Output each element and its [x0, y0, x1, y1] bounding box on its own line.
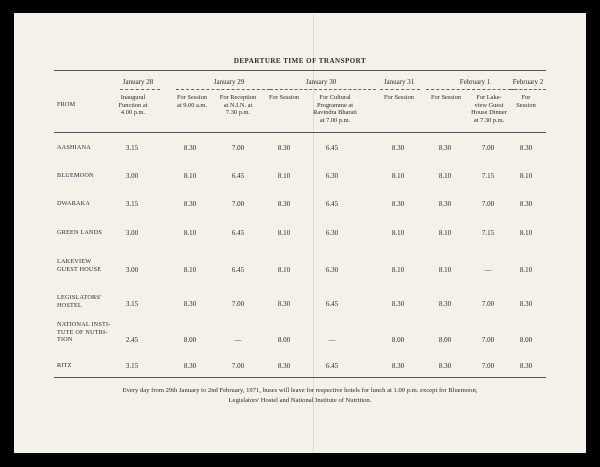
time-cell: 6.45	[231, 172, 245, 180]
time-cell: 7.00	[231, 300, 245, 308]
time-cell: 8.30	[277, 200, 291, 208]
time-cell: 6.45	[325, 144, 339, 152]
time-cell: 8.30	[519, 300, 533, 308]
row-label-legislators-hostel: LEGISLATORS' HOSTEL	[57, 294, 102, 309]
column-header-reception-nin: For Reception at N.I.N. at 7.30 p.m.	[219, 94, 257, 117]
time-cell: 8.10	[183, 172, 197, 180]
time-cell: 8.00	[183, 336, 197, 344]
row-label-dwaraka: DWARAKA	[57, 200, 91, 207]
time-cell: 7.00	[481, 144, 495, 152]
time-cell: —	[484, 266, 492, 274]
time-cell: 7.00	[481, 336, 495, 344]
time-cell: 8.00	[277, 336, 291, 344]
time-cell: 8.10	[438, 266, 452, 274]
time-cell: 8.30	[183, 200, 197, 208]
date-jan-28: January 28	[122, 78, 154, 86]
time-cell: 8.30	[183, 362, 197, 370]
time-cell: 6.30	[325, 172, 339, 180]
date-feb-2: February 2	[512, 78, 544, 86]
time-cell: 8.30	[391, 144, 405, 152]
row-label-lakeview-guest-house: LAKEVIEW GUEST HOUSE	[57, 258, 102, 273]
time-cell: 8.10	[519, 172, 533, 180]
time-cell: 8.10	[519, 229, 533, 237]
date-underline	[120, 89, 160, 90]
time-cell: 3.00	[125, 229, 139, 237]
date-jan-31: January 31	[383, 78, 415, 86]
date-underline	[510, 89, 546, 90]
time-cell: 8.10	[277, 172, 291, 180]
column-header-lakeview-dinner: For Lake- view Guest House Dinner at 7.30 p.m.	[471, 94, 507, 124]
date-jan-29: January 29	[213, 78, 245, 86]
time-cell: 8.10	[438, 172, 452, 180]
time-cell: 8.00	[391, 336, 405, 344]
time-cell: 8.10	[438, 229, 452, 237]
time-cell: 8.10	[277, 266, 291, 274]
time-cell: 8.30	[438, 144, 452, 152]
time-cell: 7.00	[481, 362, 495, 370]
time-cell: 8.30	[391, 300, 405, 308]
time-cell: 8.10	[519, 266, 533, 274]
column-header-session-feb2: For Session	[516, 94, 536, 109]
time-cell: 8.30	[391, 362, 405, 370]
column-header-cultural-programme: For Cultural Programme at Ravindra Bharati at 7.00 p.m.	[313, 94, 357, 124]
document-title: DEPARTURE TIME OF TRANSPORT	[233, 57, 367, 65]
time-cell: 6.45	[231, 229, 245, 237]
column-header-session-feb1: For Session	[430, 94, 461, 101]
column-header-session-jan29: For Session at 9.00 a.m.	[176, 94, 207, 109]
date-underline	[426, 89, 516, 90]
time-cell: 8.30	[438, 300, 452, 308]
time-cell: 3.00	[125, 172, 139, 180]
time-cell: —	[234, 336, 242, 344]
time-cell: 6.45	[325, 200, 339, 208]
header-rule	[54, 132, 546, 133]
time-cell: 6.45	[325, 300, 339, 308]
time-cell: —	[328, 336, 336, 344]
row-label-nin: NATIONAL INSTI- TUTE OF NUTRI- TION	[57, 321, 111, 344]
row-label-bluemoon: BLUEMOON	[57, 172, 94, 179]
time-cell: 3.15	[125, 362, 139, 370]
time-cell: 8.30	[519, 200, 533, 208]
time-cell: 3.15	[125, 144, 139, 152]
time-cell: 7.00	[231, 200, 245, 208]
time-cell: 7.00	[231, 362, 245, 370]
time-cell: 2.45	[125, 336, 139, 344]
row-label-aashiana: AASHIANA	[57, 144, 91, 151]
from-column-header: FROM	[57, 101, 76, 108]
time-cell: 6.45	[231, 266, 245, 274]
time-cell: 8.30	[183, 300, 197, 308]
time-cell: 7.00	[231, 144, 245, 152]
document-page	[14, 13, 586, 453]
time-cell: 8.10	[183, 266, 197, 274]
time-cell: 8.30	[277, 362, 291, 370]
time-cell: 8.30	[519, 144, 533, 152]
time-cell: 3.15	[125, 200, 139, 208]
time-cell: 7.00	[481, 300, 495, 308]
time-cell: 3.15	[125, 300, 139, 308]
date-jan-30: January 30	[305, 78, 337, 86]
time-cell: 8.30	[277, 300, 291, 308]
column-header-inaugural: Inaugural Function at 4.00 p.m.	[118, 94, 148, 117]
time-cell: 8.30	[183, 144, 197, 152]
top-rule	[54, 70, 546, 71]
date-underline	[176, 89, 270, 90]
time-cell: 8.30	[277, 144, 291, 152]
time-cell: 8.10	[277, 229, 291, 237]
date-underline	[380, 89, 420, 90]
time-cell: 8.00	[519, 336, 533, 344]
time-cell: 6.30	[325, 229, 339, 237]
time-cell: 8.10	[391, 229, 405, 237]
column-header-session-jan30: For Session	[268, 94, 299, 101]
column-header-session-jan31: For Session	[383, 94, 414, 101]
time-cell: 8.30	[438, 200, 452, 208]
bottom-rule	[54, 377, 546, 378]
time-cell: 8.30	[391, 200, 405, 208]
time-cell: 8.30	[438, 362, 452, 370]
time-cell: 8.30	[519, 362, 533, 370]
time-cell: 8.10	[391, 172, 405, 180]
time-cell: 6.45	[325, 362, 339, 370]
time-cell: 8.10	[391, 266, 405, 274]
time-cell: 8.10	[183, 229, 197, 237]
footnote: Every day from 29th January to 2nd February, 1971, buses will leave for respective hotels for lunch at 1.00 p.m. except for Bluemoon, Legislators' Hostel and National Institute of Nutrition.	[122, 387, 478, 404]
time-cell: 6.30	[325, 266, 339, 274]
date-feb-1: February 1	[459, 78, 491, 86]
date-underline	[270, 89, 376, 90]
time-cell: 7.15	[481, 172, 495, 180]
row-label-ritz: RITZ	[57, 362, 72, 369]
row-label-green-lands: GREEN LANDS	[57, 229, 102, 236]
time-cell: 8.00	[438, 336, 452, 344]
time-cell: 7.15	[481, 229, 495, 237]
time-cell: 7.00	[481, 200, 495, 208]
time-cell: 3.00	[125, 266, 139, 274]
